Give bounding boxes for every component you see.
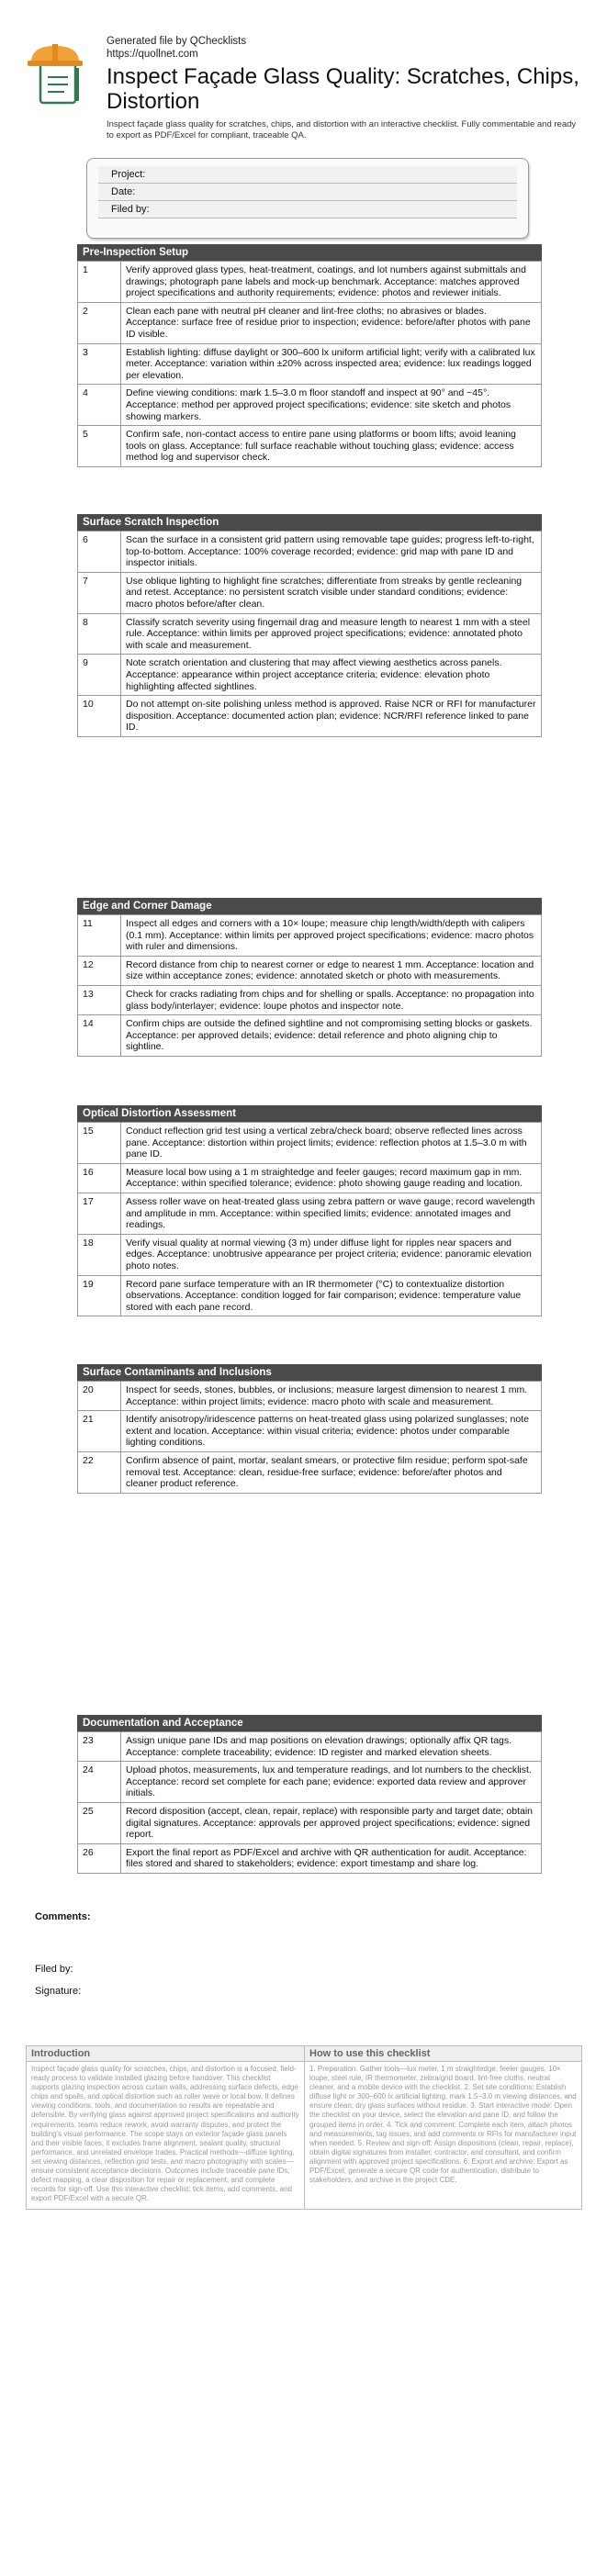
introduction-text: Inspect façade glass quality for scratches, chips, and distortion is a focused, field-ready process to validate installed glazing before handover. This checklist supports glazing inspection across curtain walls, addressing surface defects, edge chips and spalls, and optical distortion such as roller wave or local bow. It defines viewing conditions, tools, and documentation so results are repeatable and defensible. By verifying glass against approved project specifications and authority requirements, teams reduce rework, avoid warranty disputes, and protect the building's visual performance. The scope stays on exterior façade glass panels and their visible faces; it excludes frame alignment, sealant quality, structural performance, and unrelated envelope trades. Practical methods—diffuse lighting, set viewing distances, reflection grid tests, and macro photography with scales—ensure consistent acceptance decisions. Outcomes include traceable pane IDs, defect mapping, a clear disposition for repair or replacement, and complete records for sign-off. Use this interactive checklist: tick items, add comments, and export PDF/Excel with a secure QR. (31, 2065, 299, 2203)
item-text: Scan the surface in a consistent grid pattern using removable tape guides; progress left-to-right, top-to-bottom. Acceptance: 100% coverage recorded; evidence: grid map with pane ID and inspector initials. (121, 532, 542, 573)
table-row[interactable] (78, 343, 542, 385)
checklist-table (77, 261, 542, 467)
section-header: Surface Contaminants and Inclusions (77, 1364, 542, 1381)
item-text: Classify scratch severity using fingernail drag and measure length to nearest 1 mm with a steel rule. Acceptance: within limits per approved project specifications; evidence: annotated photo with scale and measurement. (121, 613, 542, 655)
signature-label: Signature: (35, 1986, 82, 1997)
item-text: Verify visual quality at normal viewing (3 m) under diffuse light for ripples near spacers and edges. Acceptance: unobtrusive appearance per project criteria; evidence: panoramic elevation photo notes. (121, 1234, 542, 1275)
page-subtitle: Inspect façade glass quality for scratches, chips, and distortion with an interactive checklist. Fully commentable and ready to export as PDF/Excel for compliant, traceable QA. (107, 119, 577, 140)
item-text: Establish lighting: diffuse daylight or 300–600 lx uniform artificial light; verify with a calibrated lux meter. Acceptance: variation within ±20% across inspected area; evidence: lux readings logged per elevation. (121, 343, 542, 385)
table-row[interactable] (78, 1802, 542, 1843)
page-title: Inspect Façade Glass Quality: Scratches, Chips, Distortion (107, 64, 579, 114)
item-text: Note scratch orientation and clustering that may affect viewing aesthetics across panels. Acceptance: appearance within project acceptance criteria; evidence: elevation photo highlighting affected sightlines. (121, 655, 542, 696)
item-number: 1 (78, 262, 121, 303)
checklist-table (77, 914, 542, 1057)
checklist-table (77, 1731, 542, 1874)
table-row[interactable] (78, 696, 542, 737)
section-documentation-and-acceptance (77, 1715, 542, 1874)
item-number: 17 (78, 1193, 121, 1234)
project-info-box (86, 158, 529, 239)
project-field[interactable]: Project: (98, 166, 517, 184)
source-url-link[interactable]: https://quollnet.com (107, 49, 198, 60)
item-text: Conduct reflection grid test using a vertical zebra/check board; observe reflected lines across pane. Acceptance: distortion within project limits; evidence: reflection photos at 1.5–3.0 m with pane ID. (121, 1123, 542, 1164)
checklist-table (77, 1381, 542, 1494)
item-number: 16 (78, 1163, 121, 1193)
item-number: 22 (78, 1451, 121, 1493)
item-text: Record disposition (accept, clean, repair, replace) with responsible party and target date; obtain digital signatures. Acceptance: approvals per approved project specifications; evidence: signed report. (121, 1802, 542, 1843)
item-text: Verify approved glass types, heat-treatment, coatings, and lot numbers against submittals and drawings; photograph pane labels and mock-up benchmark. Acceptance: matches approved project specifications and authority requirements; evidence: photos and reviewer initials. (121, 262, 542, 303)
item-number: 19 (78, 1275, 121, 1316)
table-row[interactable] (78, 1762, 542, 1803)
item-number: 18 (78, 1234, 121, 1275)
table-row[interactable] (78, 1411, 542, 1452)
checklist-table (77, 1122, 542, 1316)
table-row[interactable] (78, 613, 542, 655)
item-number: 21 (78, 1411, 121, 1452)
item-text: Confirm safe, non-contact access to entire pane using platforms or boom lifts; avoid leaning tools on glass. Acceptance: full surface reachable without touching glass; evidence: access method log and supervisor check. (121, 426, 542, 467)
section-edge-and-corner-damage (77, 898, 542, 1057)
item-text: Upload photos, measurements, lux and temperature readings, and lot numbers to the checklist. Acceptance: record set complete for each pane; evidence: exported data review and approver initials. (121, 1762, 542, 1803)
info-panel (26, 2045, 582, 2210)
checklist-logo-icon (28, 40, 92, 105)
item-number: 10 (78, 696, 121, 737)
item-number: 14 (78, 1015, 121, 1057)
section-header: Pre-Inspection Setup (77, 244, 542, 261)
item-number: 2 (78, 302, 121, 343)
table-row[interactable] (78, 1451, 542, 1493)
section-header: Surface Scratch Inspection (77, 514, 542, 531)
table-row[interactable] (78, 1732, 542, 1762)
generated-by-text: Generated file by QChecklists (107, 36, 247, 47)
table-row[interactable] (78, 426, 542, 467)
table-row[interactable] (78, 956, 542, 985)
item-text: Use oblique lighting to highlight fine scratches; differentiate from streaks by gentle recleaning and retest. Acceptance: no persistent scratch visible under standard conditions; evidence: macro photos before/after clean. (121, 572, 542, 613)
item-number: 9 (78, 655, 121, 696)
table-row[interactable] (78, 532, 542, 573)
section-surface-contaminants-and-inclusions (77, 1364, 542, 1494)
item-number: 4 (78, 385, 121, 426)
table-row[interactable] (78, 1843, 542, 1873)
introduction-heading: Introduction (27, 2046, 304, 2062)
item-number: 11 (78, 915, 121, 957)
table-row[interactable] (78, 655, 542, 696)
item-number: 26 (78, 1843, 121, 1873)
section-surface-scratch-inspection (77, 514, 542, 737)
item-number: 24 (78, 1762, 121, 1803)
comments-label: Comments: (35, 1911, 91, 1922)
checklist-table (77, 531, 542, 737)
table-row[interactable] (78, 1193, 542, 1234)
item-text: Confirm chips are outside the defined sightline and not compromising setting blocks or gaskets. Acceptance: per approved details; evidence: detail reference and photo aligning chip to sightline. (121, 1015, 542, 1057)
table-row[interactable] (78, 572, 542, 613)
item-text: Identify anisotropy/iridescence patterns on heat-treated glass using polarized sunglasses; note extent and location. Acceptance: within visual criteria; evidence: photos under comparable lighting conditions. (121, 1411, 542, 1452)
item-number: 6 (78, 532, 121, 573)
item-number: 25 (78, 1802, 121, 1843)
table-row[interactable] (78, 1275, 542, 1316)
table-row[interactable] (78, 262, 542, 303)
date-field[interactable]: Date: (98, 184, 517, 201)
table-row[interactable] (78, 915, 542, 957)
table-row[interactable] (78, 1123, 542, 1164)
how-to-heading: How to use this checklist (305, 2046, 581, 2062)
item-text: Do not attempt on-site polishing unless method is approved. Raise NCR or RFI for manufacturer disposition. Acceptance: documented action plan; evidence: NCR/RFI reference linked to pane ID. (121, 696, 542, 737)
item-number: 5 (78, 426, 121, 467)
item-number: 7 (78, 572, 121, 613)
item-text: Clean each pane with neutral pH cleaner and lint-free cloths; no abrasives or blades. Acceptance: surface free of residue prior to inspection; evidence: before/after photos with pane ID visible. (121, 302, 542, 343)
how-to-text: 1. Preparation: Gather tools—lux meter, 1 m straightedge, feeler gauges, 10× loupe, steel rule, IR thermometer, zebra/grid board, lint-free cloths, neutral cleaner, and a mobile device with the checklist. 2. Set site conditions: Establish diffuse light or 300–600 lx artificial lighting, mark 1.5–3.0 m viewing distances, and ensure clean, dry glass surfaces without residue. 3. Start interactive mode: Open the checklist on your device, select the elevation and pane ID, and follow the grouped items in order. 4. Tick and comment: Complete each item, attach photos and measurements, tag issues, and add comments or RFIs for manufacturer input when needed. 5. Review and sign-off: Assign dispositions (clean, repair, replace), obtain digital signatures from installer, contractor, and consultant, and confirm alignment with approved project specifications. 6. Export and archive: Export as PDF/Excel, generate a secure QR code for authentication, distribute to stakeholders, and archive in the project CDE. (309, 2065, 577, 2185)
item-number: 3 (78, 343, 121, 385)
item-text: Inspect for seeds, stones, bubbles, or inclusions; measure largest dimension to nearest 1 mm. Acceptance: within project limits; evidence: macro photo with scale and measurement. (121, 1382, 542, 1411)
table-row[interactable] (78, 1234, 542, 1275)
item-text: Assess roller wave on heat-treated glass using zebra pattern or wave gauge; record wavelength and amplitude in mm. Acceptance: within specified limits; evidence: annotated images and readings. (121, 1193, 542, 1234)
item-text: Record distance from chip to nearest corner or edge to nearest 1 mm. Acceptance: location and size within acceptance zones; evidence: annotated sketch or photo with measurements. (121, 956, 542, 985)
introduction-column (27, 2046, 304, 2209)
item-number: 13 (78, 985, 121, 1014)
item-number: 15 (78, 1123, 121, 1164)
item-number: 12 (78, 956, 121, 985)
section-header: Documentation and Acceptance (77, 1715, 542, 1731)
table-row[interactable] (78, 985, 542, 1014)
section-optical-distortion-assessment (77, 1105, 542, 1316)
item-number: 8 (78, 613, 121, 655)
item-text: Export the final report as PDF/Excel and archive with QR authentication for audit. Acceptance: files stored and shared to stakeholders; evidence: export timestamp and share log. (121, 1843, 542, 1873)
item-text: Measure local bow using a 1 m straightedge and feeler gauges; record maximum gap in mm. Acceptance: within specified tolerance; evidence: photo showing gauge reading and location. (121, 1163, 542, 1193)
table-row[interactable] (78, 1015, 542, 1057)
section-header: Optical Distortion Assessment (77, 1105, 542, 1122)
filed-by-label: Filed by: (35, 1964, 73, 1975)
how-to-column (304, 2046, 581, 2209)
item-text: Inspect all edges and corners with a 10× loupe; measure chip length/width/depth with calipers (0.1 mm). Acceptance: within limits per approved project specifications; evidence: macro photos with ruler and dimensions. (121, 915, 542, 957)
item-number: 23 (78, 1732, 121, 1762)
table-row[interactable] (78, 1382, 542, 1411)
section-header: Edge and Corner Damage (77, 898, 542, 914)
section-pre-inspection-setup (77, 244, 542, 467)
table-row[interactable] (78, 302, 542, 343)
table-row[interactable] (78, 1163, 542, 1193)
item-text: Define viewing conditions: mark 1.5–3.0 m floor standoff and inspect at 90° and ~45°. Acceptance: method per approved project specifications; evidence: site sketch and photos showing markers. (121, 385, 542, 426)
item-text: Record pane surface temperature with an IR thermometer (°C) to contextualize distortion observations. Acceptance: condition logged for fair comparison; evidence: temperature value stored with each pane record. (121, 1275, 542, 1316)
table-row[interactable] (78, 385, 542, 426)
item-text: Assign unique pane IDs and map positions on elevation drawings; optionally affix QR tags. Acceptance: complete traceability; evidence: ID register and marked elevation sheets. (121, 1732, 542, 1762)
item-text: Confirm absence of paint, mortar, sealant smears, or protective film residue; perform spot-safe removal test. Acceptance: clean, residue-free surface; evidence: before/after photos and cleaner product reference. (121, 1451, 542, 1493)
filed-by-field[interactable]: Filed by: (98, 201, 517, 218)
item-number: 20 (78, 1382, 121, 1411)
item-text: Check for cracks radiating from chips and for shelling or spalls. Acceptance: no propagation into glass body/interlayer; evidence: loupe photos and inspector note. (121, 985, 542, 1014)
